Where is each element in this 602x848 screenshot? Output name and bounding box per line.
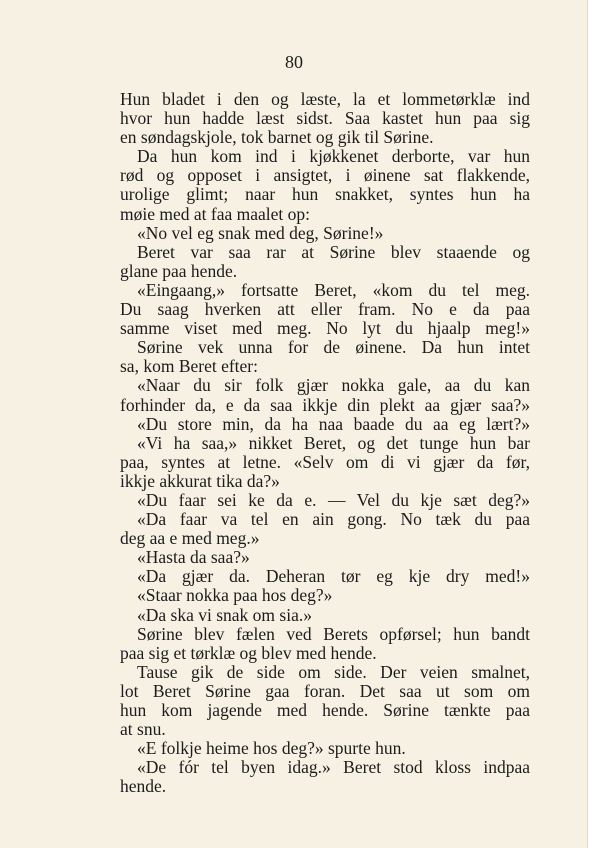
text-line: samme viset med meg. No lyt du hjaalp meg!» [120, 318, 530, 339]
text-line: forhinder da, e da saa ikkje din plekt aa gjær saa?» [120, 394, 530, 415]
text-line: lot Beret Sørine gaa foran. Det saa ut som om [120, 680, 530, 701]
text-line: Sørine blev fælen ved Berets opførsel; hun bandt [137, 623, 530, 644]
text-line: «Du faar sei ke da e. — Vel du kje sæt deg?» [137, 489, 530, 510]
text-line: urolige glimt; naar hun snakket, syntes hun ha [120, 184, 530, 205]
text-line: «Hasta da saa?» [137, 547, 250, 568]
text-line: hvor hun hadde læst sidst. Saa kastet hun paa sig [120, 108, 530, 129]
text-line: glane paa hende. [120, 260, 238, 281]
text-line: Tause gik de side om side. Der veien smalnet, [137, 661, 530, 682]
text-line: Sørine vek unna for de øinene. Da hun intet [137, 337, 530, 358]
page-number: 80 [285, 52, 303, 72]
text-line: «Du store min, da ha naa baade du aa eg lært?» [137, 413, 530, 434]
text-line: «Da gjær da. Deheran tør eg kje dry med!» [137, 566, 530, 587]
text-line: «Vi ha saa,» nikket Beret, og det tunge hun bar [137, 432, 530, 453]
body-text [120, 90, 530, 796]
text-line: Du saag hverken att eller fram. No e da paa [120, 299, 530, 320]
text-line: Beret var saa rar at Sørine blev staaende og [137, 241, 530, 262]
text-line: paa, syntes at letne. «Selv om di vi gjær da før, [120, 451, 530, 472]
text-line: «Da ska vi snak om sia.» [137, 604, 312, 625]
text-line: «No vel eg snak med deg, Sørine!» [137, 222, 384, 243]
text-line: hende. [120, 776, 167, 797]
text-line: ikkje akkurat tika da?» [120, 470, 280, 491]
text-line: «Da faar va tel en ain gong. No tæk du paa [137, 509, 530, 530]
text-line: «Eingaang,» fortsatte Beret, «kom du tel meg. [137, 279, 530, 300]
text-line: «De fór tel byen idag.» Beret stod kloss indpaa [137, 757, 530, 778]
text-line: Da hun kom ind i kjøkkenet derborte, var hun [137, 146, 530, 167]
text-line: rød og opposet i ansigtet, i øinene sat flakkende, [120, 165, 530, 186]
text-line: paa sig et tørklæ og blev med hende. [120, 642, 377, 663]
text-line: «E folkje heime hos deg?» spurte hun. [137, 738, 406, 759]
text-line: hun kom jagende med hende. Sørine tænkte paa [120, 700, 530, 720]
text-line: sa, kom Beret efter: [120, 356, 259, 377]
text-line: møie med at faa maalet op: [120, 203, 310, 224]
text-line: Hun bladet i den og læste, la et lommetørklæ ind [120, 89, 530, 109]
text-line: at snu. [120, 719, 166, 740]
text-line: «Staar nokka paa hos deg?» [137, 585, 333, 606]
text-line: en søndagskjole, tok barnet og gik til Sørine. [120, 127, 434, 148]
text-line: «Naar du sir folk gjær nokka gale, aa du kan [137, 375, 530, 396]
text-line: deg aa e med meg.» [120, 528, 260, 549]
